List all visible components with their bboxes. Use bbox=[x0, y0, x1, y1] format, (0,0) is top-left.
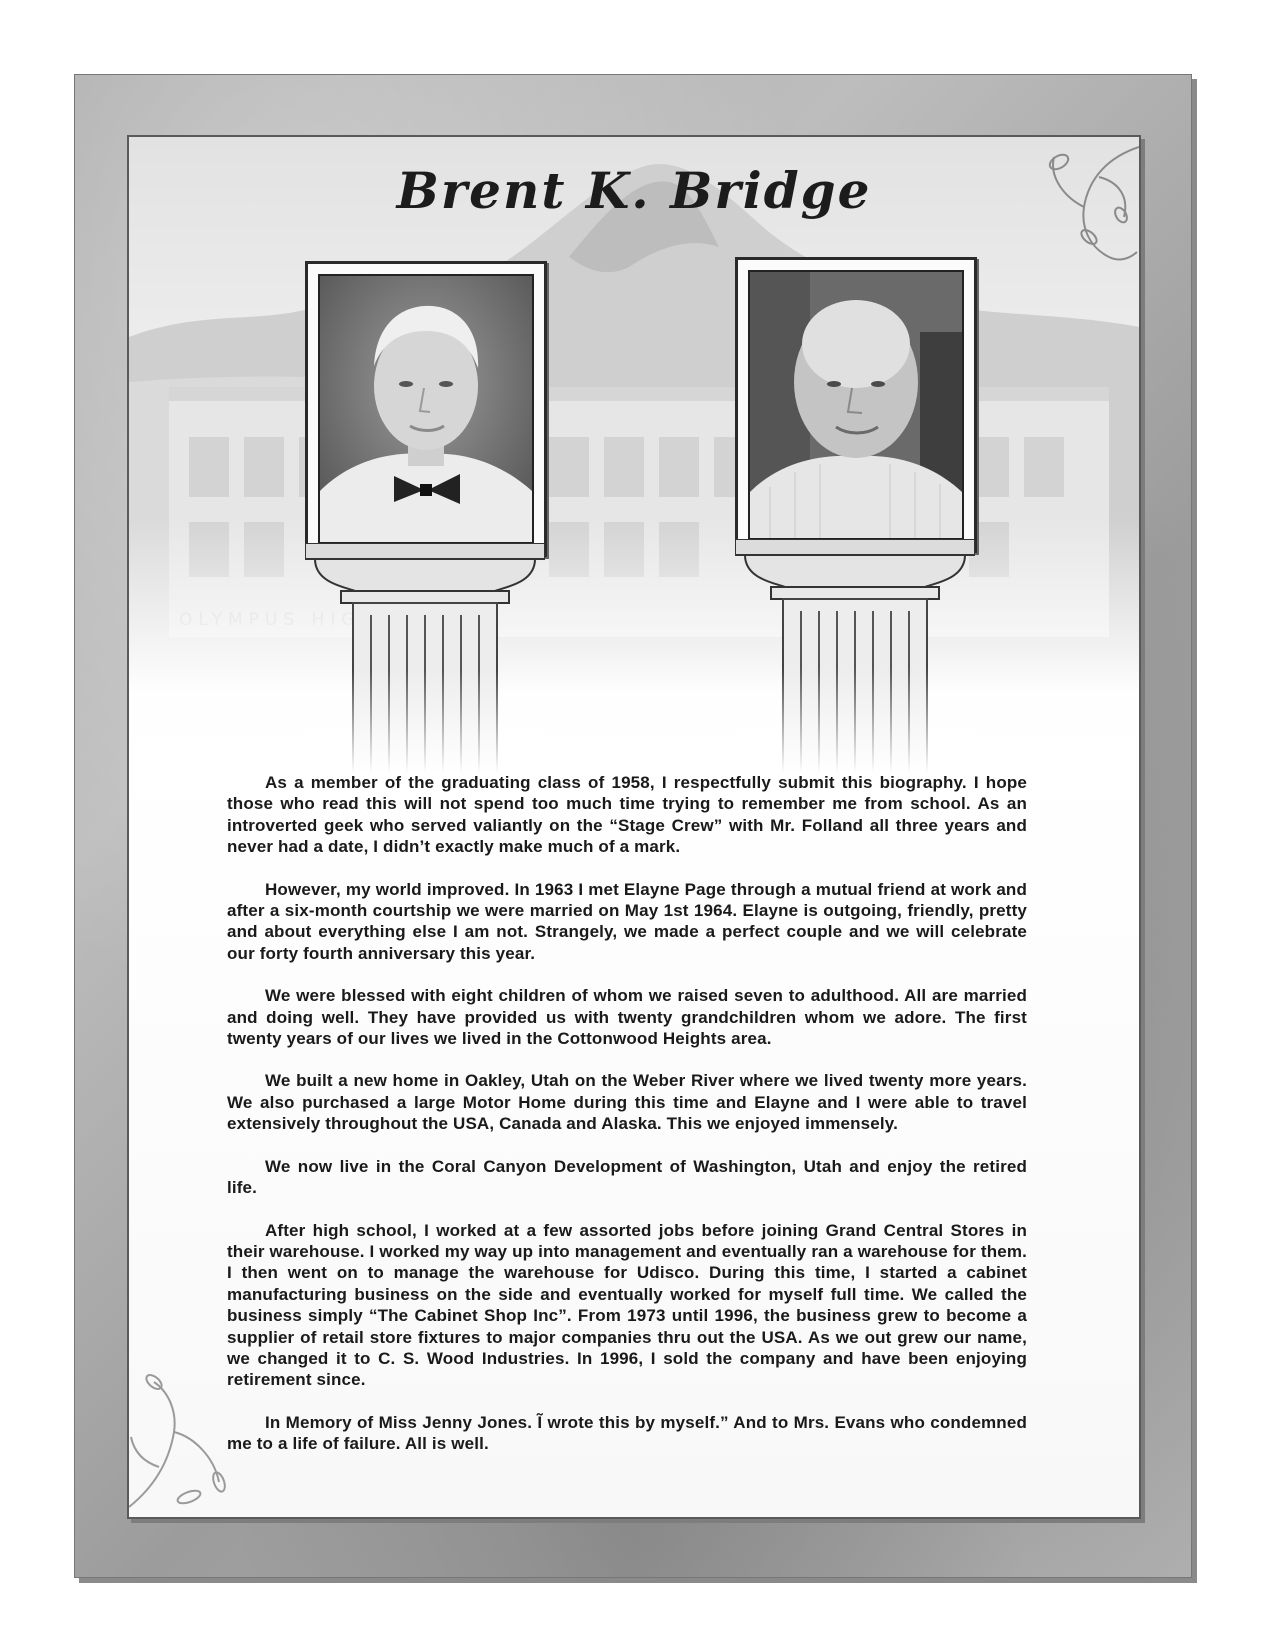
page-border bbox=[74, 74, 1192, 1578]
background-school-mountain-image bbox=[129, 137, 1139, 697]
biography-text bbox=[227, 772, 1027, 1476]
bio-paragraph-2: However, my world improved. In 1963 I met Elayne Page through a mutual friend at work and after a six-month courtship we were married on May 1st 1964. Elayne is outgoing, friendly, pretty and about everything else I am not. Strangely, we made a perfect couple and we will celebrate our forty fourth anniversary this year. bbox=[227, 879, 1027, 963]
photo-frame-left bbox=[305, 261, 547, 557]
bio-paragraph-7: In Memory of Miss Jenny Jones. Ĩ wrote this by myself.” And to Mrs. Evans who condemned me to a life of failure. All is well. bbox=[227, 1412, 1027, 1454]
bio-paragraph-4: We built a new home in Oakley, Utah on the Weber River where we lived twenty more years. We also purchased a large Motor Home during this time and Elayne and I were able to travel extensively throughout the USA, Canada and Alaska. This we enjoyed immensely. bbox=[227, 1071, 1027, 1134]
portrait-young-man-bowtie-image bbox=[320, 276, 532, 542]
photo-1958-portrait bbox=[318, 274, 534, 544]
photo-current-portrait bbox=[748, 270, 964, 540]
photo-frame-right bbox=[735, 257, 977, 553]
content-panel bbox=[127, 135, 1141, 1519]
bio-paragraph-5: We now live in the Coral Canyon Development of Washington, Utah and enjoy the retired life. bbox=[227, 1156, 1027, 1198]
bio-paragraph-3: We were blessed with eight children of whom we raised seven to adulthood. All are married and doing well. They have provided us with twenty grandchildren whom we adore. The first twenty years of our lives we lived in the Cottonwood Heights area. bbox=[227, 986, 1027, 1049]
bio-paragraph-1: As a member of the graduating class of 1958, I respectfully submit this biography. I hope those who read this will not spend too much time trying to remember me from school. As an introverted geek who served valiantly on the “Stage Crew” with Mr. Folland all three years and never had a date, I didn’t exactly make much of a mark. bbox=[227, 773, 1027, 857]
portrait-older-man-image bbox=[750, 272, 962, 538]
pillar-right bbox=[735, 539, 975, 773]
bio-paragraph-6: After high school, I worked at a few assorted jobs before joining Grand Central Stores in their warehouse. I worked my way up into management and eventually ran a warehouse for them. I then went on to manage the warehouse for Udisco. During this time, I started a cabinet manufacturing business on the side and eventually worked for myself full time. We called the business simply “The Cabinet Shop Inc”. From 1973 until 1996, the business grew to become a supplier of retail store fixtures to major companies thru out the USA. As we out grew our name, we changed it to C. S. Wood Industries. In 1996, I sold the company and have been enjoying retirement since. bbox=[227, 1220, 1027, 1390]
pillar-left bbox=[305, 543, 545, 773]
page-title: Brent K. Bridge bbox=[396, 161, 872, 220]
